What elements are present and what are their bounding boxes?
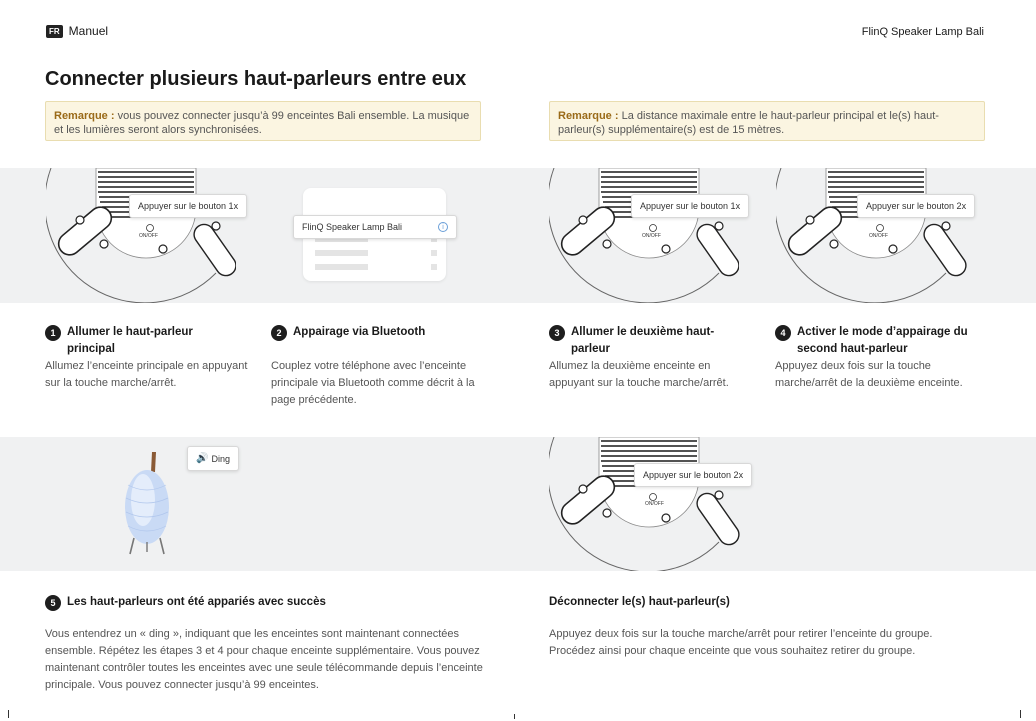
speaker-lamp-illustration: [118, 450, 178, 560]
step-number: 2: [271, 325, 287, 341]
disconnect-title: Déconnecter le(s) haut-parleur(s): [549, 596, 730, 608]
step-description: Allumez l’enceinte principale en appuyant sur la touche marche/arrêt.: [45, 360, 248, 389]
callout-press-1x: Appuyer sur le bouton 1x: [631, 194, 749, 218]
step-title: Activer le mode d’appairage du second haut-parleur: [797, 326, 968, 355]
bluetooth-device-item: [293, 215, 457, 239]
step-number: 3: [549, 325, 565, 341]
note-text: La distance maximale entre le haut-parleur principal et le(s) haut-parleur(s) supplémentaire(s) est de 15 mètres.: [558, 110, 939, 136]
step-description: Couplez votre téléphone avec l’enceinte principale via Bluetooth comme décrit à la page précédente.: [271, 360, 475, 406]
step-title: Allumer le haut-parleur principal: [67, 326, 193, 355]
step-5: [45, 594, 485, 694]
info-icon: i: [438, 222, 448, 232]
step-number: 4: [775, 325, 791, 341]
step-description: Allumez la deuxième enceinte en appuyant sur la touche marche/arrêt.: [549, 360, 729, 389]
note-label: Remarque :: [54, 110, 115, 122]
step-description: Vous entendrez un « ding », indiquant que les enceintes sont maintenant connectées ensemble. Répétez les étapes 3 et 4 pour chaque enceinte supplémentaire. Vous pouvez maintenant contrôler toutes les enceintes avec une seule télécommande depuis l’enceinte principale. Vous pouvez connecter jusqu’à 99 enceintes.: [45, 628, 483, 691]
step-1: [45, 324, 260, 392]
step-2: [271, 324, 481, 409]
step-title: Allumer le deuxième haut-parleur: [571, 326, 715, 355]
note-label: Remarque :: [558, 110, 619, 122]
onoff-label: ON/OFF: [869, 233, 888, 239]
onoff-label: ON/OFF: [139, 233, 158, 239]
page-header-left: [46, 24, 108, 38]
step-4: [775, 324, 990, 392]
section-label: Manuel: [68, 24, 109, 38]
step-3: [549, 324, 749, 392]
note-right: [549, 101, 985, 141]
disconnect-section: [549, 594, 969, 660]
callout-press-2x: Appuyer sur le bouton 2x: [634, 463, 752, 487]
onoff-label: ON/OFF: [642, 233, 661, 239]
step-number: 5: [45, 595, 61, 611]
disconnect-description: Appuyez deux fois sur la touche marche/arrêt pour retirer l’enceinte du groupe. Procédez ainsi pour chaque enceinte que vous souhaitez retirer du groupe.: [549, 628, 933, 657]
bluetooth-device-name: FlinQ Speaker Lamp Bali: [302, 222, 403, 232]
speaker-sound-icon: 🔊: [196, 453, 209, 464]
crop-mark: [514, 714, 515, 719]
step-title: Les haut-parleurs ont été appariés avec succès: [67, 596, 326, 608]
crop-mark: [1020, 710, 1021, 718]
step-description: Appuyez deux fois sur la touche marche/arrêt de la deuxième enceinte.: [775, 360, 963, 389]
step-number: 1: [45, 325, 61, 341]
product-name-header: FlinQ Speaker Lamp Bali: [861, 26, 984, 38]
step-title: Appairage via Bluetooth: [293, 326, 426, 338]
ding-callout: [187, 446, 239, 471]
crop-mark: [8, 710, 9, 718]
ding-label: Ding: [211, 453, 230, 464]
note-text: vous pouvez connecter jusqu’à 99 enceintes Bali ensemble. La musique et les lumières seront alors synchronisées.: [54, 110, 470, 136]
language-badge: FR: [46, 25, 63, 38]
note-left: [45, 101, 481, 141]
page-title: Connecter plusieurs haut-parleurs entre eux: [45, 68, 467, 90]
onoff-label: ON/OFF: [645, 501, 664, 507]
callout-press-2x: Appuyer sur le bouton 2x: [857, 194, 975, 218]
callout-press-1x: Appuyer sur le bouton 1x: [129, 194, 247, 218]
